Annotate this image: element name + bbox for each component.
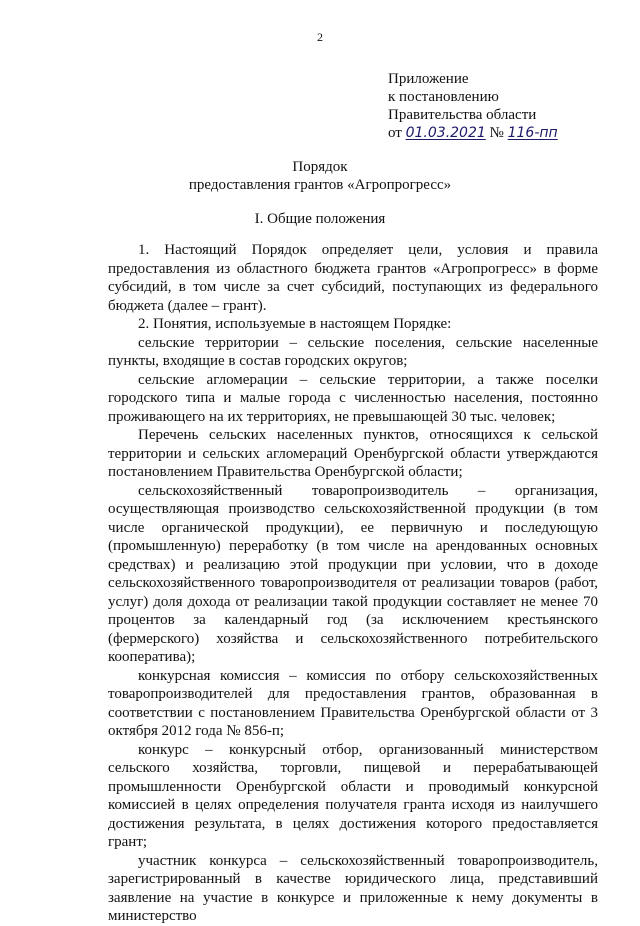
- appendix-number-sign: №: [489, 125, 504, 141]
- paragraph: участник конкурса – сельскохозяйственный товаропроизводитель, зарегистрированный в качестве юридического лица, представивший заявление на участие в конкурсе и приложенные к нему документы в министерство: [108, 852, 598, 924]
- paragraph: конкурсная комиссия – комиссия по отбору сельскохозяйственных товаропроизводителей для предоставления грантов, образованная в соответствии с постановлением Правительства Оренбургской области от 3 октября 2012 года № 856-п;: [108, 667, 598, 739]
- appendix-line-3: Правительства области: [388, 107, 537, 123]
- title-line-1: Порядок: [292, 159, 348, 175]
- appendix-line-1: Приложение: [388, 71, 469, 87]
- appendix-date: 01.03.2021: [405, 125, 486, 141]
- appendix-number: 116-пп: [507, 125, 558, 141]
- appendix-line-2: к постановлению: [388, 89, 499, 105]
- paragraph: 1. Настоящий Порядок определяет цели, условия и правила предоставления из областного бюджета грантов «Агропрогресс» в форме субсидий, в том числе за счет субсидий, поступающих из федерального бюджета (далее – грант).: [108, 242, 598, 314]
- appendix-date-line: [388, 124, 558, 142]
- document-body: [108, 241, 598, 926]
- appendix-from-label: от: [388, 125, 402, 141]
- paragraph: Перечень сельских населенных пунктов, относящихся к сельской территории и сельских агломераций Оренбургской области утверждаются постановлением Правительства Оренбургской области;: [108, 427, 598, 480]
- title-line-2: предоставления грантов «Агропрогресс»: [188, 177, 452, 193]
- page-number: 2: [317, 30, 323, 44]
- paragraph: сельские территории – сельские поселения, сельские населенные пункты, входящие в состав городских округов;: [108, 334, 598, 369]
- paragraph: конкурс – конкурсный отбор, организованный министерством сельского хозяйства, торговли, пищевой и перерабатывающей промышленности Оренбургской области и проводимый конкурсной комиссией в целях определения получателя гранта исходя из наилучшего достижения результата, в целях достижения которого предоставляется грант;: [108, 741, 598, 850]
- paragraph: 2. Понятия, используемые в настоящем Порядке:: [138, 316, 452, 332]
- appendix-block: [388, 70, 558, 142]
- document-title: [0, 158, 640, 194]
- section-heading: I. Общие положения: [254, 211, 386, 227]
- paragraph: сельские агломерации – сельские территории, а также поселки городского типа и малые города с численностью населения, постоянно проживающего на их территориях, не превышающей 30 тыс. человек;: [108, 371, 598, 425]
- paragraph: сельскохозяйственный товаропроизводитель – организация, осуществляющая производство сельскохозяйственной продукции (в том числе органической продукции), ее первичную и последующую (промышленную) переработку (в том числе на арендованных основных средствах) и реализацию этой продукции при условии, что в доходе сельскохозяйственного товаропроизводителя от реализации товаров (работ, услуг) доля дохода от реализации такой продукции составляет не менее 70 процентов за календарный год (за исключением крестьянского (фермерского) хозяйства и сельскохозяйственного потребительского кооператива);: [108, 482, 598, 665]
